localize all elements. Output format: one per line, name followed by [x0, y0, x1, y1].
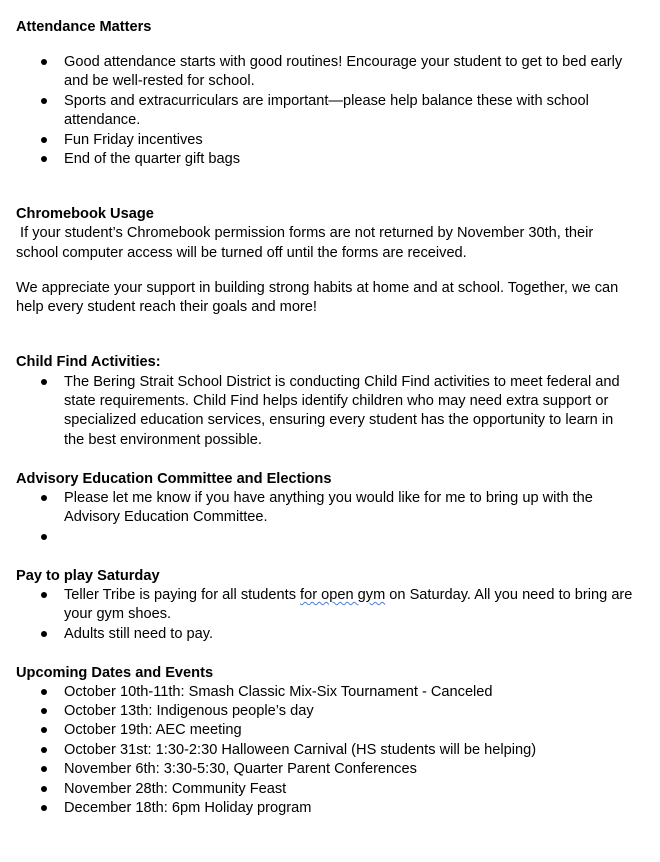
spellcheck-flagged-text[interactable]: for open gym	[300, 587, 386, 603]
event-item: October 10th-11th: Smash Classic Mix-Six Tournament - Canceled	[64, 684, 493, 700]
aec-bullet-1-line-2: Advisory Education Committee.	[64, 509, 268, 525]
child-find-line-3: specialized education services, ensuring every student has the opportunity to learn in	[64, 412, 614, 428]
event-item: October 19th: AEC meeting	[64, 722, 242, 738]
bullet-icon	[41, 786, 47, 792]
attendance-bullet-1-line-1: Good attendance starts with good routines! Encourage your student to get to bed early	[64, 54, 623, 70]
child-find-line-1: The Bering Strait School District is conducting Child Find activities to meet federal and	[64, 374, 620, 390]
bullet-icon	[41, 708, 47, 714]
attendance-bullet-1-line-2: and be well-rested for school.	[64, 73, 255, 89]
bullet-icon	[41, 495, 47, 501]
chromebook-paragraph-line-1: If your student’s Chromebook permission forms are not returned by November 30th, their	[16, 225, 594, 241]
bullet-icon	[41, 766, 47, 772]
heading-chromebook-usage: Chromebook Usage	[16, 206, 154, 222]
child-find-line-2: state requirements. Child Find helps identify children who may need extra support or	[64, 393, 609, 409]
pay-to-play-bullet-1-line-1	[64, 586, 632, 605]
bullet-icon	[41, 534, 47, 540]
heading-child-find-activities: Child Find Activities:	[16, 354, 161, 370]
aec-bullet-1-line-1: Please let me know if you have anything you would like for me to bring up with the	[64, 490, 593, 506]
support-paragraph-line-2: help every student reach their goals and more!	[16, 299, 317, 315]
attendance-bullet-2-line-1: Sports and extracurriculars are important—please help balance these with school	[64, 93, 589, 109]
bullet-icon	[41, 156, 47, 162]
bullet-icon	[41, 98, 47, 104]
bullet-icon	[41, 805, 47, 811]
chromebook-paragraph-line-2: school computer access will be turned off until the forms are received.	[16, 245, 467, 261]
pay-to-play-bullet-1-line-2: your gym shoes.	[64, 606, 172, 622]
pay-to-play-bullet-2: Adults still need to pay.	[64, 626, 213, 642]
heading-pay-to-play-saturday: Pay to play Saturday	[16, 568, 160, 584]
child-find-line-4: the best environment possible.	[64, 432, 262, 448]
event-item: December 18th: 6pm Holiday program	[64, 800, 312, 816]
bullet-icon	[41, 379, 47, 385]
text-segment: Teller Tribe is paying for all students	[64, 587, 301, 603]
bullet-icon	[41, 727, 47, 733]
attendance-bullet-2-line-2: attendance.	[64, 112, 141, 128]
support-paragraph-line-1: We appreciate your support in building strong habits at home and at school. Together, we can	[16, 280, 619, 296]
event-item: October 13th: Indigenous people’s day	[64, 703, 314, 719]
bullet-icon	[41, 747, 47, 753]
heading-advisory-education-committee: Advisory Education Committee and Elections	[16, 471, 332, 487]
bullet-icon	[41, 592, 47, 598]
bullet-icon	[41, 631, 47, 637]
attendance-bullet-3: Fun Friday incentives	[64, 132, 203, 148]
text-segment: on Saturday. All you need to bring are	[385, 587, 633, 603]
attendance-bullet-4: End of the quarter gift bags	[64, 151, 241, 167]
event-item: October 31st: 1:30-2:30 Halloween Carnival (HS students will be helping)	[64, 742, 537, 758]
heading-attendance-matters: Attendance Matters	[16, 19, 152, 35]
bullet-icon	[41, 689, 47, 695]
bullet-icon	[41, 59, 47, 65]
heading-upcoming-dates-and-events: Upcoming Dates and Events	[16, 665, 214, 681]
bullet-icon	[41, 137, 47, 143]
event-item: November 28th: Community Feast	[64, 781, 287, 797]
event-item: November 6th: 3:30-5:30, Quarter Parent Conferences	[64, 761, 417, 777]
